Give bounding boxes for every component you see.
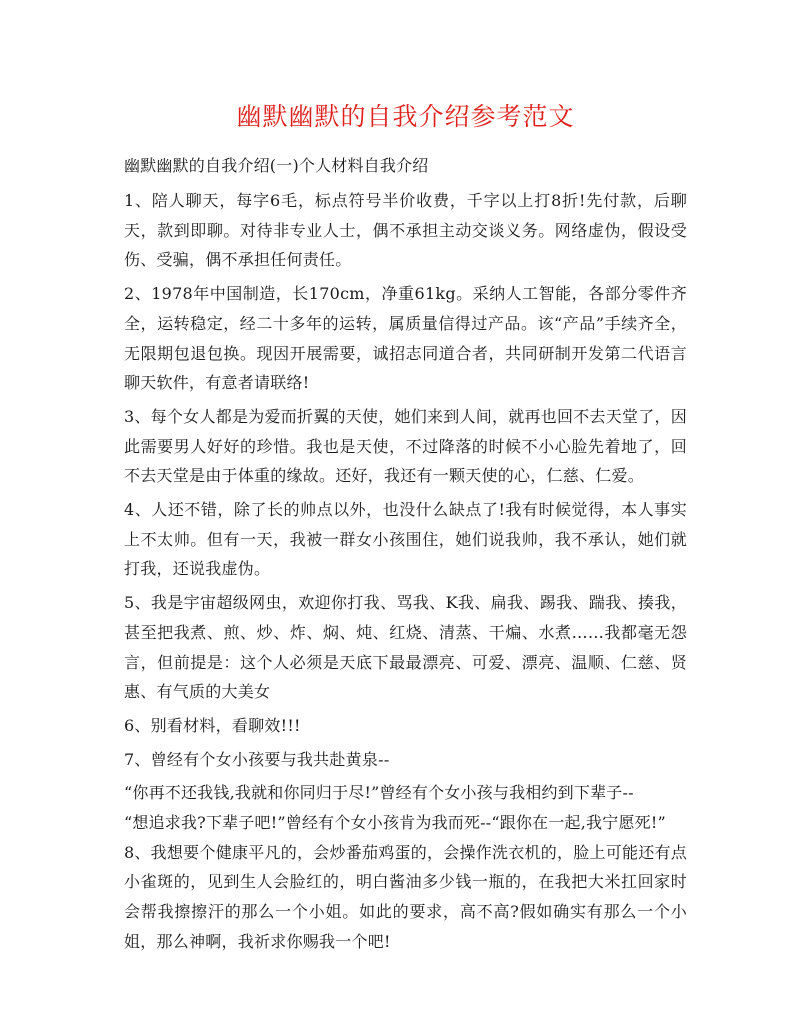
paragraph-5: 5、我是宇宙超级网虫，欢迎你打我、骂我、K我、扁我、踢我、踹我、揍我，甚至把我煮、煎、炒、炸、焖、炖、红烧、清蒸、干煸、水煮……我都毫无怨言，但前提是：这个人必须是天底下最最漂亮、可爱、漂亮、温顺、仁慈、贤惠、有气质的大美女 <box>124 593 687 702</box>
paragraph-7: 7、曾经有个女小孩要与我共赴黄泉-- <box>124 749 390 769</box>
document-subtitle: 幽默幽默的自我介绍(一)个人材料自我介绍 <box>124 156 429 175</box>
paragraph-1: 1、陪人聊天，每字6毛，标点符号半价收费，千字以上打8折!先付款，后聊天，款到即聊。对待非专业人士，偶不承担主动交谈义务。网络虚伪，假设受伤、受骗，偶不承担任何责任。 <box>124 191 687 270</box>
paragraph-4: 4、人还不错，除了长的帅点以外，也没什么缺点了!我有时候觉得，本人事实上不太帅。但有一天，我被一群女小孩围住，她们说我帅，我不承认，她们就打我，还说我虚伪。 <box>124 500 687 579</box>
quote-line-2: “想追求我?下辈子吧!”曾经有个女小孩肯为我而死--“跟你在一起,我宁愿死!” <box>124 813 666 833</box>
paragraph-6: 6、别看材料，看聊效!!! <box>124 715 301 735</box>
paragraph-3: 3、每个女人都是为爱而折翼的天使，她们来到人间，就再也回不去天堂了，因此需要男人好好的珍惜。我也是天使，不过降落的时候不小心脸先着地了，回不去天堂是由于体重的缘故。还好，我还有一颗天使的心，仁慈、仁爱。 <box>124 406 687 486</box>
document-title: 幽默幽默的自我介绍参考范文 <box>236 102 575 131</box>
paragraph-2: 2、1978年中国制造，长170cm，净重61kg。采纳人工智能，各部分零件齐全，运转稳定，经二十多年的运转，属质量信得过产品。该“产品”手续齐全，无限期包退包换。现因开展需要，诚招志同道合者，共同研制开发第二代语言聊天软件，有意者请联络! <box>124 284 687 393</box>
paragraph-8: 8、我想要个健康平凡的，会炒番茄鸡蛋的，会操作洗衣机的，脸上可能还有点小雀斑的，见到生人会脸红的，明白酱油多少钱一瓶的，在我把大米扛回家时会帮我擦擦汗的那么一个小姐。如此的要求，高不高?假如确实有那么一个小姐，那么神啊，我祈求你赐我一个吧! <box>124 842 687 951</box>
quote-line-1: “你再不还我钱,我就和你同归于尽!”曾经有个女小孩与我相约到下辈子-- <box>124 783 634 803</box>
